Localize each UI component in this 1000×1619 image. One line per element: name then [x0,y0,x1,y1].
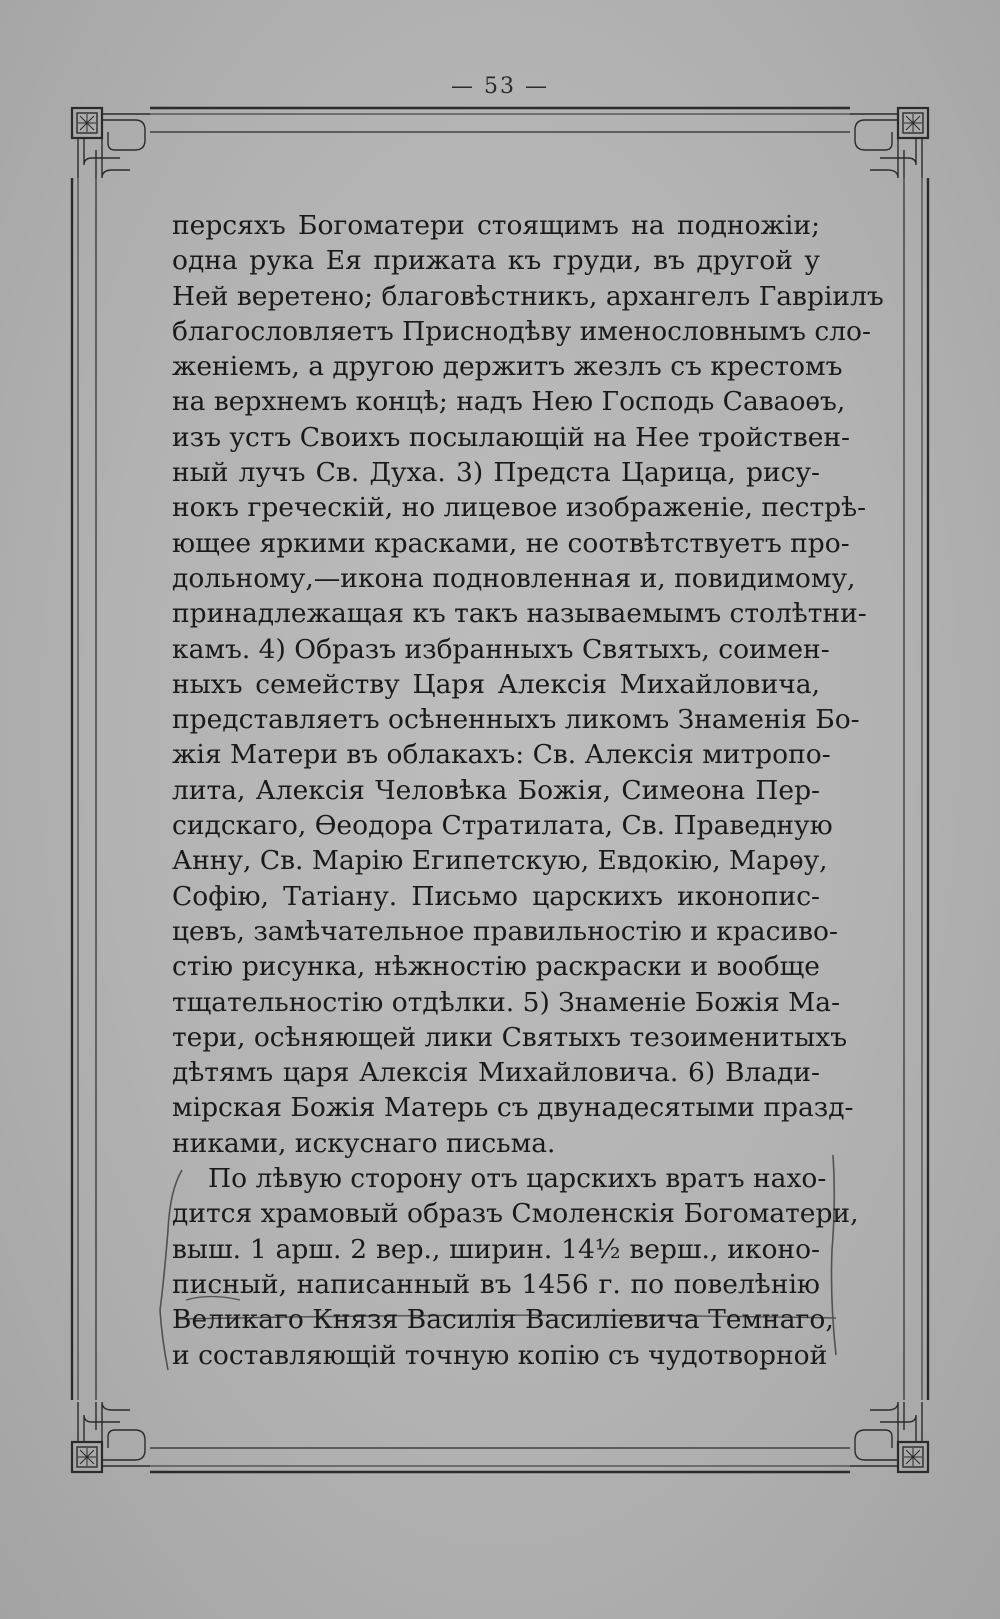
text-line: мірская Божія Матерь съ двунадесятыми празд- [172,1092,854,1124]
text-line: Ней веретено; благовѣстникъ, архангелъ Гавріилъ [172,280,884,312]
corner-ornament-top-right [850,108,928,178]
text-line: выш. 1 арш. 2 вер., ширин. 14½ верш., иконо- [172,1233,820,1265]
text-line: Анну, Св. Марію Египетскую, Евдокію, Марѳу, [172,845,828,877]
text-line: дится храмовый образъ Смоленскія Богоматери, [172,1198,859,1230]
text-line: ный лучъ Св. Духа. 3) Предста Царица, рису- [172,457,820,489]
text-line: тери, осѣняющей лики Святыхъ тезоименитыхъ [172,1021,848,1053]
text-line: дѣтямъ царя Алексія Михайловича. 6) Влади- [172,1057,820,1089]
text-line: Великаго Князя Василія Василіевича Темнаго, [172,1304,834,1336]
text-line: писный, написанный въ 1456 г. по повелѣнію [172,1268,820,1300]
page-number: — 53 — [451,74,549,99]
text-line: и составляющій точную копію съ чудотворной [172,1339,828,1371]
text-line: По лѣвую сторону отъ царскихъ вратъ нахо- [208,1163,827,1195]
text-line: цевъ, замѣчательное правильностію и красиво- [172,915,838,947]
text-line: одна рука Ея прижата къ груди, въ другой у [172,245,820,277]
body-text [172,208,884,1373]
text-line: ныхъ семейству Царя Алексія Михайловича, [172,668,820,700]
paragraph-2 [172,1161,859,1373]
text-line: никами, искуснаго письма. [172,1127,556,1159]
corner-ornament-bottom-left [72,1402,150,1472]
corner-ornament-top-left [72,108,150,178]
text-line: стію рисунка, нѣжностію раскраски и вообще [172,951,820,983]
text-line: представляетъ осѣненныхъ ликомъ Знаменія Бо- [172,704,860,736]
text-line: лита, Алексія Человѣка Божія, Симеона Пер- [172,774,820,806]
text-line: благословляетъ Приснодѣву именословнымъ сло- [172,315,871,347]
text-line: сидскаго, Ѳеодора Стратилата, Св. Праведную [172,810,833,842]
text-line: дольному,—икона подновленная и, повидимому, [172,562,856,594]
text-line: женіемъ, а другою держитъ жезлъ съ крестомъ [172,351,843,383]
text-line: нокъ греческій, но лицевое изображеніе, пестрѣ- [172,492,867,524]
paragraph-1 [172,208,884,1161]
text-line: жія Матери въ облакахъ: Св. Алексія митропо- [172,739,831,771]
text-line: изъ устъ Своихъ посылающій на Нее тройствен- [172,421,851,453]
text-line: камъ. 4) Образъ избранныхъ Святыхъ, соимен- [172,633,830,665]
text-line: тщательностію отдѣлки. 5) Знаменіе Божія Ма- [172,986,841,1018]
text-line: принадлежащая къ такъ называемымъ столѣтни- [172,598,867,630]
text-line: Софію, Татіану. Письмо царскихъ иконопис- [172,880,820,912]
text-line: на верхнемъ концѣ; надъ Нею Господь Саваоѳъ, [172,386,846,418]
text-line: ющее яркими красками, не соотвѣтствуетъ про- [172,527,850,559]
text-line: персяхъ Богоматери стоящимъ на подножіи; [172,210,820,241]
corner-ornament-bottom-right [850,1402,928,1472]
